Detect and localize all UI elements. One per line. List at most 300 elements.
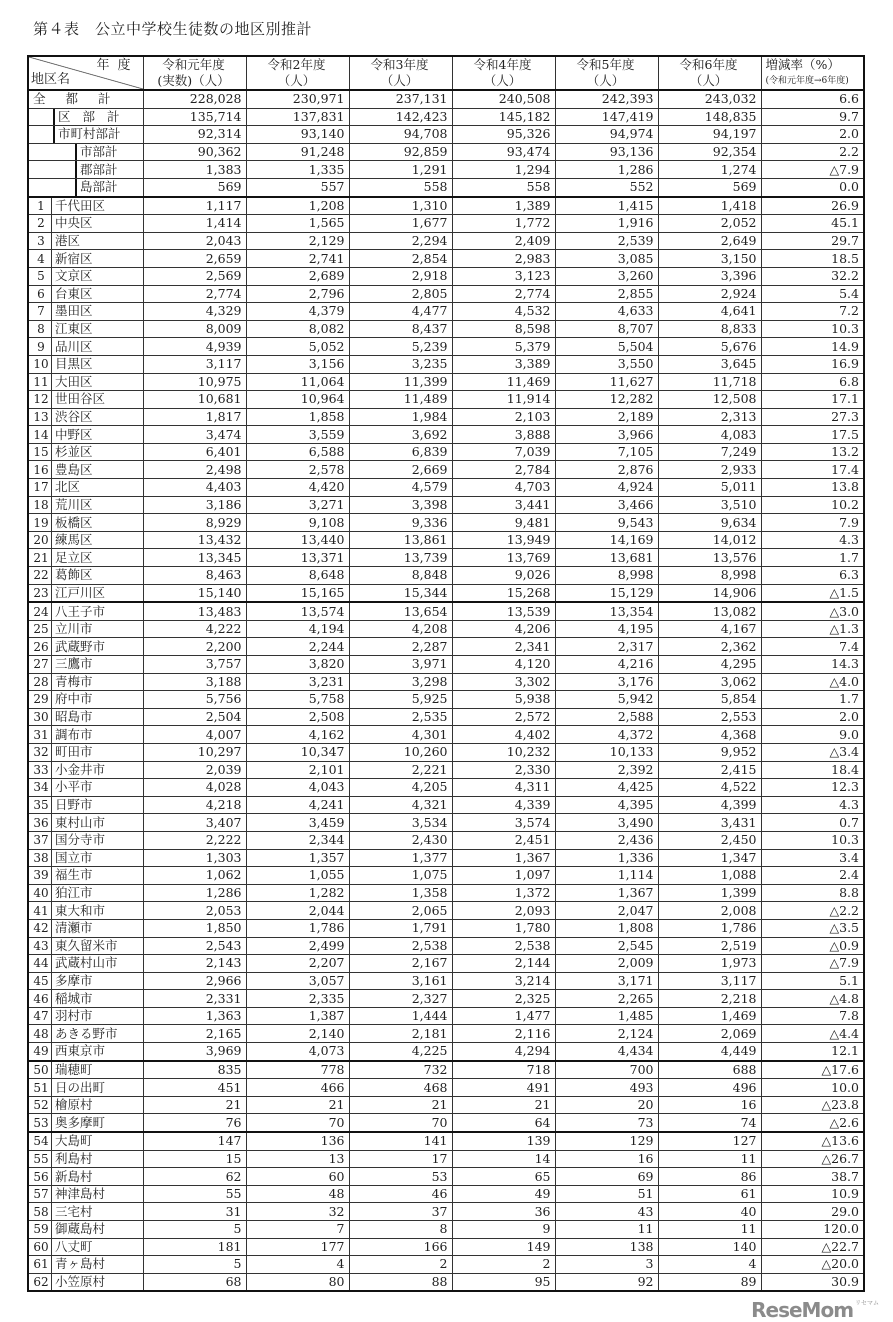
value-cell: 21 [246, 1096, 349, 1114]
area-name: 日の出町 [55, 1079, 106, 1095]
value-cell: 3,969 [143, 1043, 246, 1061]
value-cell: 21 [452, 1096, 555, 1114]
value-cell: 2,325 [452, 990, 555, 1008]
value-cell: 1,347 [658, 849, 761, 867]
table-row [28, 726, 864, 744]
area-name-wrap [31, 338, 139, 355]
value-cell: 1,286 [143, 884, 246, 902]
area-name-wrap [31, 514, 139, 531]
row-number: 47 [31, 1008, 52, 1025]
area-name: 福生市 [55, 867, 93, 883]
area-name-cell [28, 1168, 143, 1186]
area-name-wrap [31, 1274, 139, 1291]
value-cell: 3,214 [452, 972, 555, 990]
value-cell: 2,043 [143, 232, 246, 250]
value-cell: 2,392 [555, 761, 658, 779]
value-cell: 3,085 [555, 250, 658, 268]
area-name-wrap [31, 1114, 139, 1131]
summary-name-indent [53, 109, 132, 126]
value-cell: 493 [555, 1079, 658, 1097]
row-number: 3 [31, 233, 52, 250]
table-row [28, 1238, 864, 1256]
value-cell: 1,387 [246, 1007, 349, 1025]
area-name-wrap [31, 391, 139, 408]
area-name-wrap [31, 832, 139, 849]
col-header-r1-line2: (実数)（人） [157, 73, 230, 88]
area-name-cell [28, 338, 143, 356]
rate-cell: △4.0 [761, 673, 864, 691]
rate-cell: △1.5 [761, 584, 864, 602]
value-cell: 13,354 [555, 602, 658, 620]
value-cell: 2,103 [452, 408, 555, 426]
area-name: 町田市 [55, 744, 93, 760]
summary-name: 区部計 [58, 108, 132, 124]
value-cell: 3 [555, 1256, 658, 1274]
value-cell: 3,431 [658, 814, 761, 832]
area-name: 世田谷区 [55, 391, 106, 407]
value-cell: 69 [555, 1168, 658, 1186]
value-cell: 2,317 [555, 638, 658, 656]
area-name: あきる野市 [55, 1025, 118, 1041]
value-cell: 2,009 [555, 955, 658, 973]
table-row [28, 919, 864, 937]
value-cell: 13,345 [143, 549, 246, 567]
area-name-wrap [31, 938, 139, 955]
area-name: 江戸川区 [55, 584, 106, 600]
area-name: 中野区 [55, 426, 93, 442]
area-name: 三宅村 [55, 1203, 93, 1219]
summary-rate-cell: △7.9 [761, 161, 864, 179]
area-name: 西東京市 [55, 1043, 106, 1059]
value-cell: 1,791 [349, 919, 452, 937]
area-name-wrap [31, 850, 139, 867]
value-cell: 9,634 [658, 514, 761, 532]
value-cell: 74 [658, 1114, 761, 1132]
summary-value-cell: 240,508 [452, 90, 555, 108]
value-cell: 64 [452, 1114, 555, 1132]
detail-rows [28, 197, 864, 1292]
value-cell: 2,774 [452, 285, 555, 303]
value-cell: 138 [555, 1238, 658, 1256]
corner-header-cell [28, 56, 143, 90]
area-name-wrap [31, 814, 139, 831]
summary-name: 全都計 [33, 91, 131, 107]
area-name-cell [28, 990, 143, 1008]
value-cell: 40 [658, 1203, 761, 1221]
table-row [28, 849, 864, 867]
value-cell: 451 [143, 1079, 246, 1097]
area-name-cell [28, 1061, 143, 1079]
header-row [28, 56, 864, 90]
value-cell: 1,377 [349, 849, 452, 867]
value-cell: 2,519 [658, 937, 761, 955]
table-row [28, 567, 864, 585]
value-cell: 129 [555, 1132, 658, 1150]
summary-value-cell: 137,831 [246, 108, 349, 126]
value-cell: 2,539 [555, 232, 658, 250]
table-row [28, 602, 864, 620]
col-header-r4-line2: （人） [483, 73, 522, 88]
row-number: 11 [31, 374, 52, 391]
summary-rate-cell: 0.0 [761, 178, 864, 196]
value-cell: 4,083 [658, 426, 761, 444]
value-cell: 3,559 [246, 426, 349, 444]
area-name-cell [28, 1043, 143, 1061]
value-cell: 2,543 [143, 937, 246, 955]
table-row [28, 1150, 864, 1168]
area-name-cell [28, 1132, 143, 1150]
value-cell: 2,287 [349, 638, 452, 656]
value-cell: 16 [555, 1150, 658, 1168]
area-name-wrap [31, 603, 139, 620]
row-number: 58 [31, 1203, 52, 1220]
value-cell: 37 [349, 1203, 452, 1221]
area-name-wrap [31, 321, 139, 338]
table-row [28, 638, 864, 656]
value-cell: 141 [349, 1132, 452, 1150]
value-cell: 2,854 [349, 250, 452, 268]
rate-cell: 14.9 [761, 338, 864, 356]
value-cell: 4,321 [349, 796, 452, 814]
value-cell: 3,441 [452, 496, 555, 514]
rate-cell: △2.2 [761, 902, 864, 920]
value-cell: 4,368 [658, 726, 761, 744]
area-name: 渋谷区 [55, 408, 93, 424]
area-name-wrap [31, 797, 139, 814]
value-cell: 2,008 [658, 902, 761, 920]
value-cell: 21 [143, 1096, 246, 1114]
row-number: 61 [31, 1256, 52, 1273]
row-number: 21 [31, 549, 52, 566]
value-cell: 5,854 [658, 691, 761, 709]
area-name: 東大和市 [55, 902, 106, 918]
rate-cell: 10.0 [761, 1079, 864, 1097]
value-cell: 9 [452, 1221, 555, 1239]
row-number: 18 [31, 497, 52, 514]
table-row [28, 831, 864, 849]
rate-cell: 0.7 [761, 814, 864, 832]
area-name-wrap [31, 1168, 139, 1185]
value-cell: 36 [452, 1203, 555, 1221]
rate-cell: 26.9 [761, 197, 864, 215]
value-cell: 1,282 [246, 884, 349, 902]
rate-cell: 120.0 [761, 1221, 864, 1239]
rate-cell: 8.8 [761, 884, 864, 902]
value-cell: 5 [143, 1221, 246, 1239]
rate-cell: △23.8 [761, 1096, 864, 1114]
value-cell: 11 [658, 1221, 761, 1239]
table-row [28, 1079, 864, 1097]
table-row [28, 303, 864, 321]
col-header-r3 [349, 56, 452, 90]
table-row [28, 743, 864, 761]
value-cell: 3,117 [143, 355, 246, 373]
value-cell: 688 [658, 1061, 761, 1079]
value-cell: 11,469 [452, 373, 555, 391]
table-row [28, 990, 864, 1008]
rate-cell: △1.3 [761, 620, 864, 638]
area-name-wrap [31, 1151, 139, 1168]
summary-name-wrap [31, 126, 139, 143]
value-cell: 9,026 [452, 567, 555, 585]
value-cell: 1,477 [452, 1007, 555, 1025]
value-cell: 14,169 [555, 531, 658, 549]
table-row [28, 937, 864, 955]
col-header-r1-line1: 令和元年度 [162, 57, 225, 72]
value-cell: 4,434 [555, 1043, 658, 1061]
row-number: 53 [31, 1114, 52, 1131]
value-cell: 5,676 [658, 338, 761, 356]
area-name: 北区 [55, 479, 81, 495]
col-header-r3-line1: 令和3年度 [370, 57, 429, 72]
area-name-cell [28, 937, 143, 955]
value-cell: 127 [658, 1132, 761, 1150]
value-cell: 4,703 [452, 479, 555, 497]
value-cell: 2,504 [143, 708, 246, 726]
value-cell: 2,330 [452, 761, 555, 779]
table-row [28, 215, 864, 233]
value-cell: 2,053 [143, 902, 246, 920]
summary-name-cell [28, 108, 143, 126]
rate-cell: △4.8 [761, 990, 864, 1008]
value-cell: 468 [349, 1079, 452, 1097]
area-name-wrap [31, 233, 139, 250]
area-name-wrap [31, 691, 139, 708]
area-name: 東久留米市 [55, 937, 118, 953]
area-name-cell [28, 267, 143, 285]
row-number: 49 [31, 1043, 52, 1060]
value-cell: 5,758 [246, 691, 349, 709]
value-cell: 3,117 [658, 972, 761, 990]
area-name: 立川市 [55, 621, 93, 637]
summary-rate-cell: 6.6 [761, 90, 864, 108]
row-number: 28 [31, 674, 52, 691]
value-cell: 1,973 [658, 955, 761, 973]
value-cell: 11,718 [658, 373, 761, 391]
value-cell: 31 [143, 1203, 246, 1221]
value-cell: 3,186 [143, 496, 246, 514]
row-number: 44 [31, 955, 52, 972]
value-cell: 4,532 [452, 303, 555, 321]
value-cell: 86 [658, 1168, 761, 1186]
value-cell: 718 [452, 1061, 555, 1079]
rate-cell: 18.4 [761, 761, 864, 779]
rate-cell: △0.9 [761, 937, 864, 955]
area-name: 杉並区 [55, 444, 93, 460]
table-row [28, 1025, 864, 1043]
area-name: 府中市 [55, 691, 93, 707]
row-number: 46 [31, 990, 52, 1007]
value-cell: 2,140 [246, 1025, 349, 1043]
rate-cell: △20.0 [761, 1256, 864, 1274]
value-cell: 2,052 [658, 215, 761, 233]
summary-value-cell: 135,714 [143, 108, 246, 126]
value-cell: 3,510 [658, 496, 761, 514]
value-cell: 3,235 [349, 355, 452, 373]
value-cell: 2,855 [555, 285, 658, 303]
value-cell: 13,082 [658, 602, 761, 620]
area-name-cell [28, 1096, 143, 1114]
value-cell: 14 [452, 1150, 555, 1168]
value-cell: 3,150 [658, 250, 761, 268]
value-cell: 3,490 [555, 814, 658, 832]
area-name-cell [28, 955, 143, 973]
area-name-cell [28, 849, 143, 867]
summary-value-cell: 93,136 [555, 143, 658, 161]
area-name-wrap [31, 920, 139, 937]
value-cell: 2,101 [246, 761, 349, 779]
value-cell: 3,298 [349, 673, 452, 691]
rate-cell: 1.7 [761, 691, 864, 709]
rate-cell: △13.6 [761, 1132, 864, 1150]
rate-cell: △4.4 [761, 1025, 864, 1043]
area-name: 国立市 [55, 849, 93, 865]
value-cell: 4,399 [658, 796, 761, 814]
summary-name-cell [28, 126, 143, 144]
table-row [28, 461, 864, 479]
value-cell: 3,156 [246, 355, 349, 373]
area-name-cell [28, 285, 143, 303]
area-name-wrap [31, 744, 139, 761]
value-cell: 11 [658, 1150, 761, 1168]
rate-cell: 29.7 [761, 232, 864, 250]
value-cell: 73 [555, 1114, 658, 1132]
value-cell: 1,062 [143, 867, 246, 885]
area-name-wrap [31, 1043, 139, 1060]
area-name-cell [28, 620, 143, 638]
summary-row [28, 161, 864, 179]
value-cell: 8,833 [658, 320, 761, 338]
table-row [28, 1132, 864, 1150]
rate-cell: 2.0 [761, 708, 864, 726]
row-number: 7 [31, 303, 52, 320]
value-cell: 15,129 [555, 584, 658, 602]
area-name-cell [28, 761, 143, 779]
value-cell: 5,942 [555, 691, 658, 709]
table-row [28, 1007, 864, 1025]
value-cell: 2,430 [349, 831, 452, 849]
row-number: 32 [31, 744, 52, 761]
summary-row [28, 108, 864, 126]
value-cell: 60 [246, 1168, 349, 1186]
value-cell: 2 [452, 1256, 555, 1274]
value-cell: 2 [349, 1256, 452, 1274]
value-cell: 2,344 [246, 831, 349, 849]
value-cell: 4,120 [452, 656, 555, 674]
table-row [28, 779, 864, 797]
value-cell: 2,796 [246, 285, 349, 303]
summary-name: 市町村部計 [58, 126, 121, 142]
col-header-rate-line1: 増減率（%） [765, 57, 840, 72]
table-row [28, 250, 864, 268]
area-name-cell [28, 831, 143, 849]
summary-value-cell: 569 [143, 178, 246, 196]
value-cell: 11,914 [452, 391, 555, 409]
value-cell: 2,218 [658, 990, 761, 1008]
value-cell: 3,171 [555, 972, 658, 990]
row-number: 27 [31, 656, 52, 673]
summary-value-cell: 93,140 [246, 126, 349, 144]
value-cell: 9,543 [555, 514, 658, 532]
value-cell: 2,409 [452, 232, 555, 250]
value-cell: 8,929 [143, 514, 246, 532]
area-name-wrap [31, 762, 139, 779]
row-number: 45 [31, 973, 52, 990]
value-cell: 10,133 [555, 743, 658, 761]
value-cell: 8,009 [143, 320, 246, 338]
area-name-cell [28, 602, 143, 620]
row-number: 15 [31, 444, 52, 461]
col-header-r3-line2: （人） [380, 73, 419, 88]
area-name-wrap [31, 303, 139, 320]
value-cell: 2,499 [246, 937, 349, 955]
rate-cell: △22.7 [761, 1238, 864, 1256]
row-number: 39 [31, 867, 52, 884]
table-row [28, 479, 864, 497]
area-name: 神津島村 [55, 1186, 106, 1202]
row-number: 60 [31, 1239, 52, 1256]
area-name-wrap [31, 902, 139, 919]
value-cell: 1,055 [246, 867, 349, 885]
rate-cell: 17.4 [761, 461, 864, 479]
area-name: 荒川区 [55, 496, 93, 512]
value-cell: 2,313 [658, 408, 761, 426]
value-cell: 15,268 [452, 584, 555, 602]
value-cell: 1,418 [658, 197, 761, 215]
value-cell: 2,924 [658, 285, 761, 303]
row-number: 52 [31, 1097, 52, 1114]
row-number: 14 [31, 426, 52, 443]
student-count-table [27, 55, 865, 1292]
value-cell: 466 [246, 1079, 349, 1097]
row-number: 1 [31, 198, 52, 215]
value-cell: 10,260 [349, 743, 452, 761]
value-cell: 1,097 [452, 867, 555, 885]
table-row [28, 1043, 864, 1061]
value-cell: 2,044 [246, 902, 349, 920]
value-cell: 2,569 [143, 267, 246, 285]
area-name-cell [28, 1203, 143, 1221]
summary-row [28, 90, 864, 108]
value-cell: 48 [246, 1185, 349, 1203]
table-row [28, 761, 864, 779]
summary-name-indent [75, 161, 118, 178]
value-cell: 2,774 [143, 285, 246, 303]
value-cell: 2,143 [143, 955, 246, 973]
value-cell: 4,641 [658, 303, 761, 321]
area-name-cell [28, 972, 143, 990]
value-cell: 1,363 [143, 1007, 246, 1025]
area-name: 新島村 [55, 1168, 93, 1184]
value-cell: 4,403 [143, 479, 246, 497]
rate-cell: 6.8 [761, 373, 864, 391]
row-number: 51 [31, 1079, 52, 1096]
summary-name-cell [28, 143, 143, 161]
value-cell: 13,681 [555, 549, 658, 567]
value-cell: 5,011 [658, 479, 761, 497]
value-cell: 1,444 [349, 1007, 452, 1025]
summary-value-cell: 558 [452, 178, 555, 196]
summary-rows [28, 90, 864, 197]
value-cell: 1,786 [658, 919, 761, 937]
area-name-cell [28, 1221, 143, 1239]
value-cell: 3,966 [555, 426, 658, 444]
summary-value-cell: 230,971 [246, 90, 349, 108]
value-cell: 2,545 [555, 937, 658, 955]
area-name-wrap [31, 726, 139, 743]
area-name: 瑞穂町 [55, 1061, 93, 1077]
value-cell: 177 [246, 1238, 349, 1256]
